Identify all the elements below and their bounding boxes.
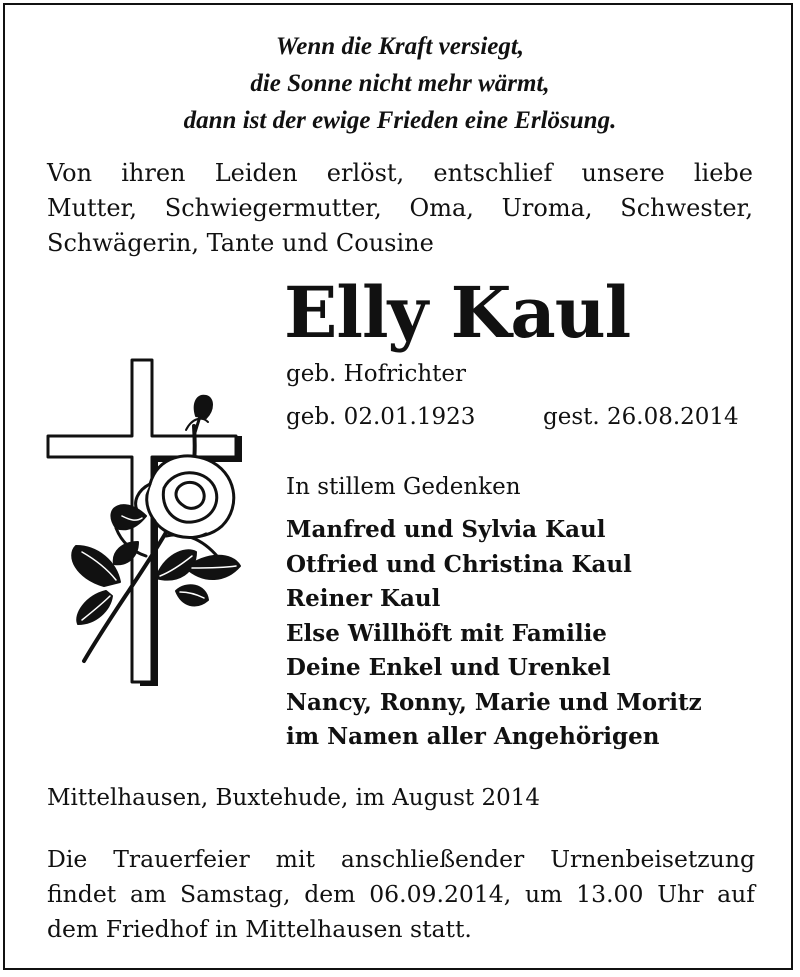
- poem-line: dann ist der ewige Frieden eine Erlösung.: [183, 107, 617, 134]
- mourners-list: [286, 513, 702, 755]
- mourner-line: Manfred und Sylvia Kaul: [286, 516, 606, 543]
- death-announcement-text: [47, 156, 753, 261]
- poem: [0, 28, 800, 139]
- poem-line: die Sonne nicht mehr wärmt,: [250, 70, 550, 97]
- mourner-line: Else Willhöft mit Familie: [286, 619, 607, 647]
- place-and-date: Mittelhausen, Buxtehude, im August 2014: [47, 785, 540, 811]
- deceased-name: Elly Kaul: [284, 271, 631, 354]
- intro-line: Mutter, Schwiegermutter, Oma, Uroma, Schwester,: [47, 194, 753, 222]
- intro-line: Von ihren Leiden erlöst, entschlief unsere liebe: [47, 159, 753, 187]
- ceremony-line: Die Trauerfeier mit anschließender Urnenbeisetzung: [47, 845, 755, 873]
- birth-date: geb. 02.01.1923: [286, 404, 476, 430]
- ceremony-line: dem Friedhof in Mittelhausen statt.: [47, 915, 472, 943]
- cross-with-rose-icon: [46, 356, 242, 691]
- mourner-line: Otfried und Christina Kaul: [286, 550, 632, 578]
- poem-line: Wenn die Kraft versiegt,: [275, 33, 525, 60]
- maiden-name: geb. Hofrichter: [286, 361, 466, 387]
- mourner-line: im Namen aller Angehörigen: [286, 723, 660, 750]
- intro-line: Schwägerin, Tante und Cousine: [47, 229, 434, 257]
- mourner-line: Nancy, Ronny, Marie und Moritz: [286, 688, 702, 716]
- mourner-line: Deine Enkel und Urenkel: [286, 654, 611, 681]
- mourner-line: Reiner Kaul: [286, 585, 441, 612]
- memorial-heading: In stillem Gedenken: [286, 474, 521, 500]
- death-date: gest. 26.08.2014: [543, 404, 739, 430]
- ceremony-line: findet am Samstag, dem 06.09.2014, um 13.00 Uhr auf: [47, 880, 755, 908]
- funeral-ceremony-notice: [47, 842, 755, 947]
